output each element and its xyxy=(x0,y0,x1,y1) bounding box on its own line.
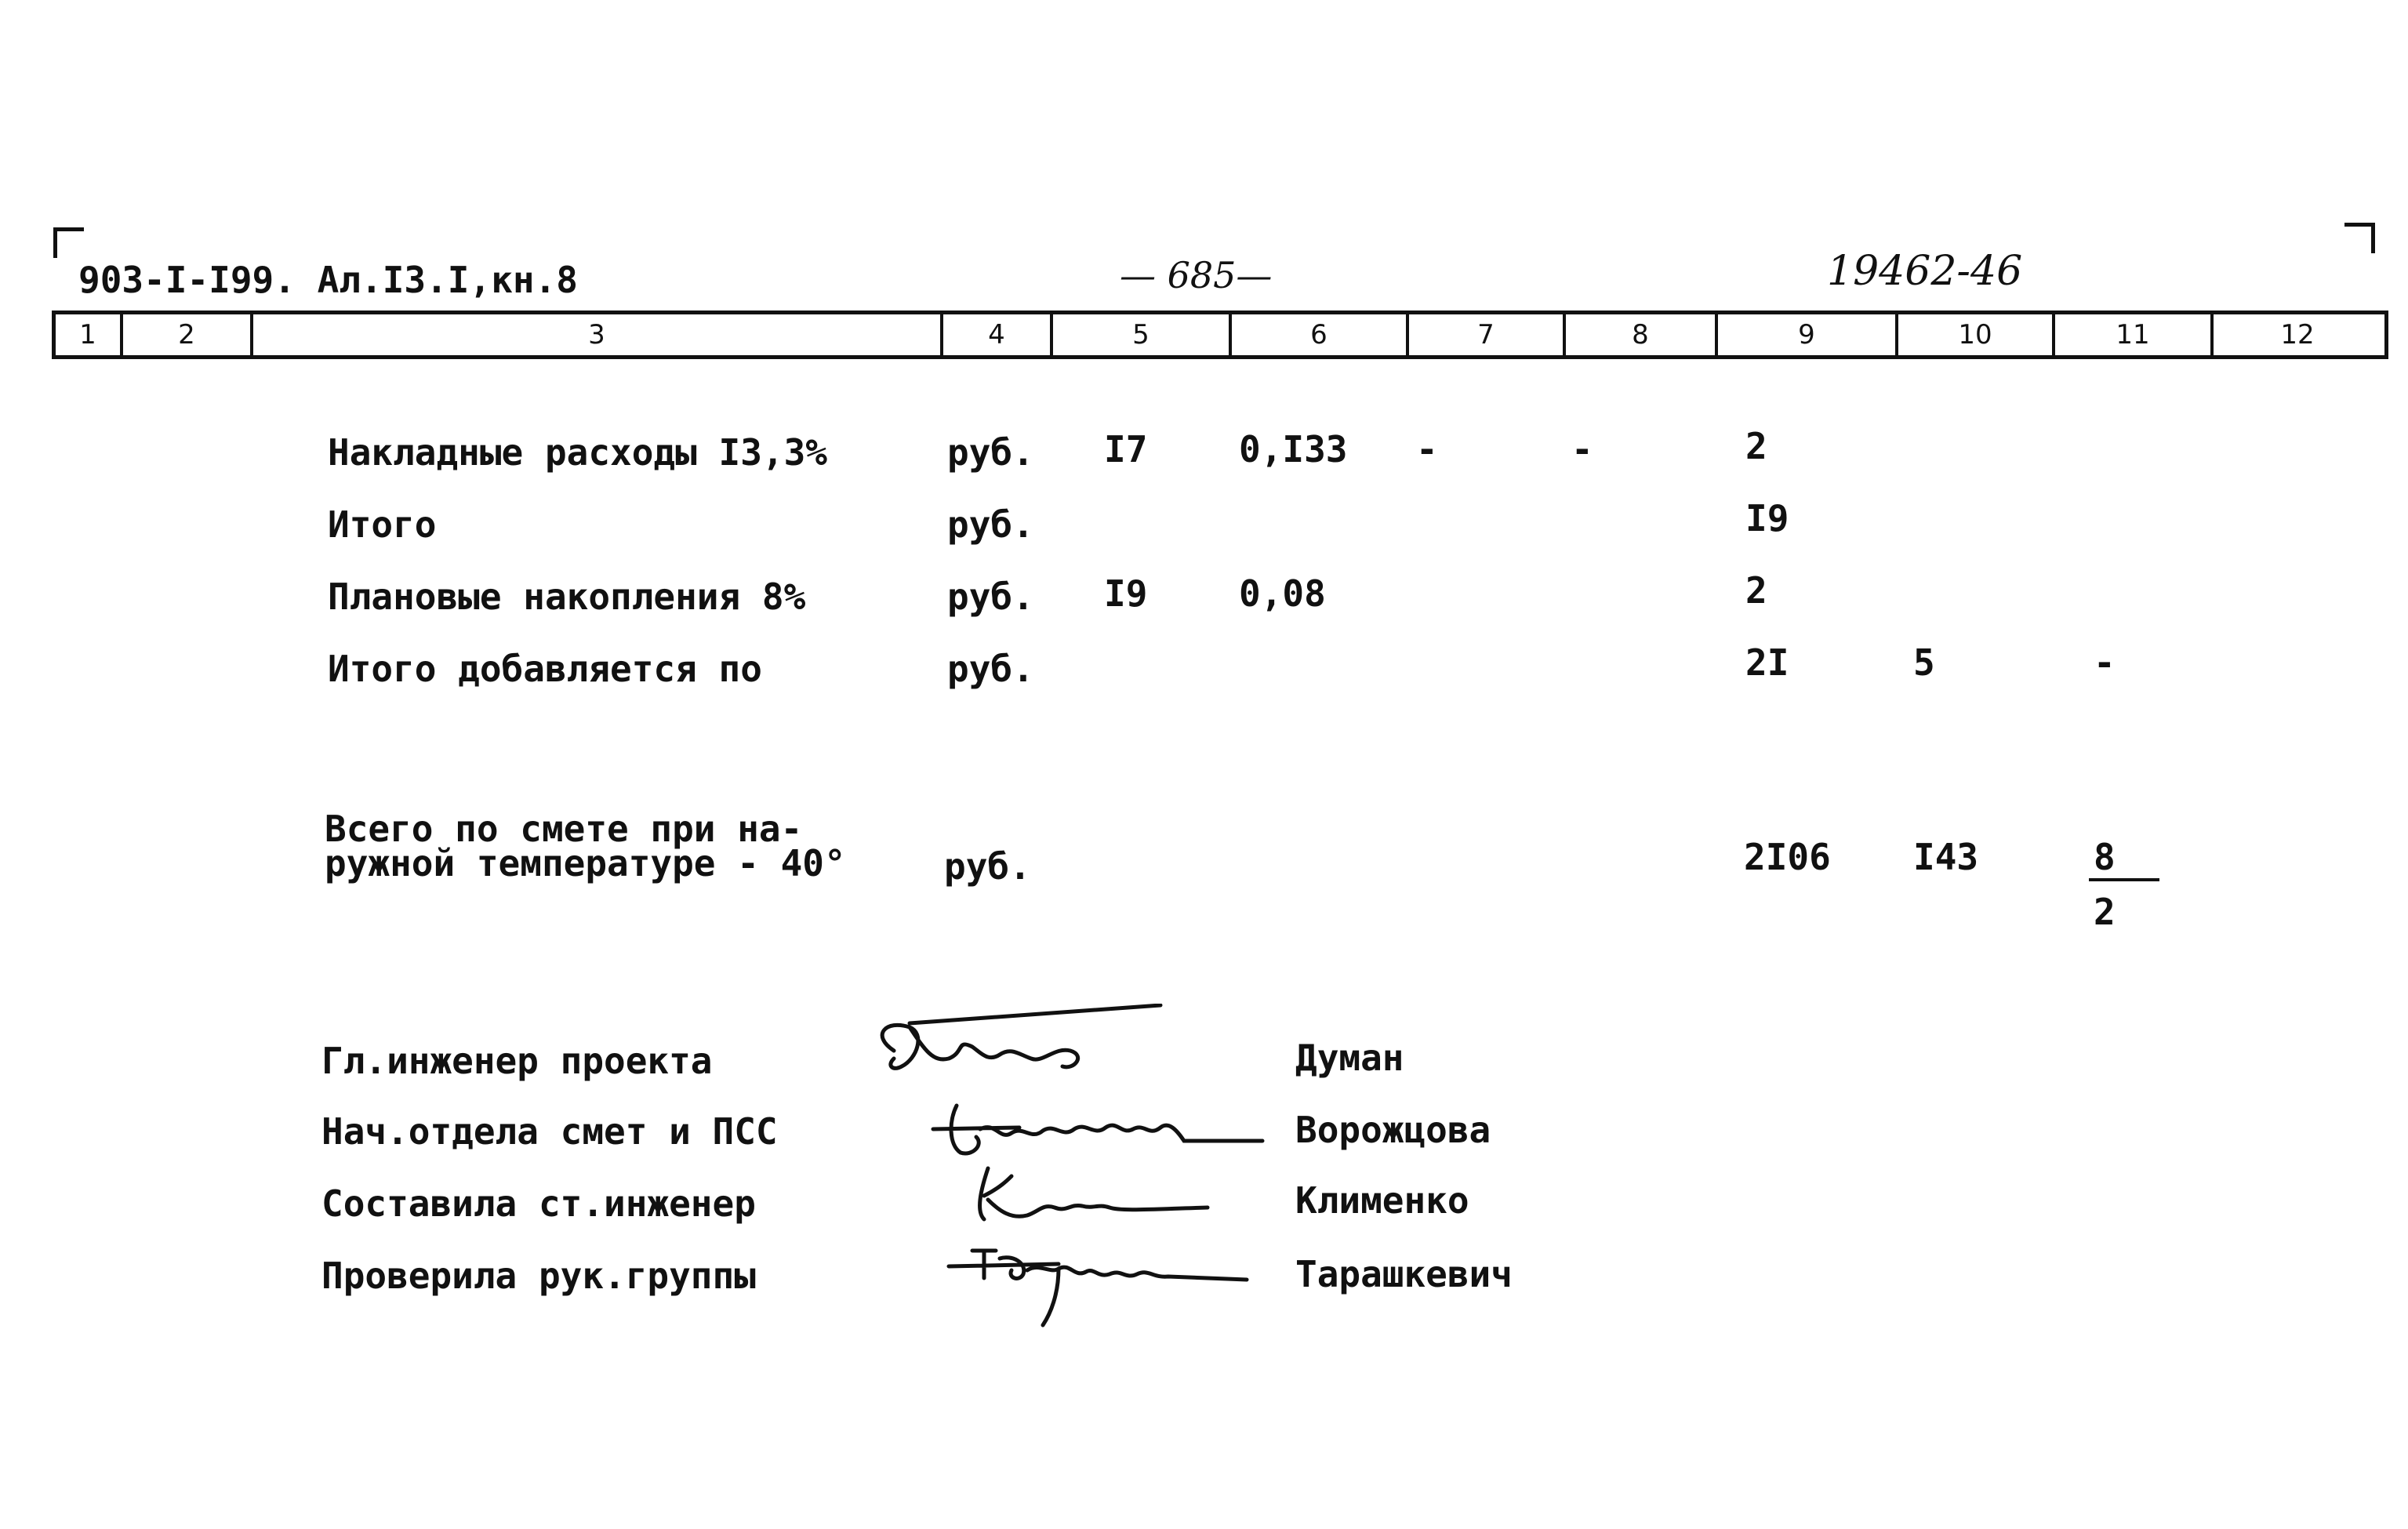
row-rate: 0,08 xyxy=(1239,572,1326,615)
document-code: 903-I-I99. Ал.I3.I,кн.8 xyxy=(78,259,578,301)
row-base: I9 xyxy=(1104,572,1148,615)
column-number: 8 xyxy=(1566,314,1718,355)
handwritten-signature-4 xyxy=(941,1231,1255,1333)
column-number: 11 xyxy=(2055,314,2214,355)
row-amount: 2 xyxy=(1745,569,1767,612)
row-amount: I9 xyxy=(1745,497,1789,539)
column-number: 3 xyxy=(253,314,943,355)
row-amount: 2 xyxy=(1745,425,1767,467)
signature-name: Ворожцова xyxy=(1295,1109,1491,1151)
signature-role: Составила ст.инженер xyxy=(321,1182,756,1225)
total-unit: руб. xyxy=(944,845,1031,888)
signature-role: Гл.инженер проекта xyxy=(321,1040,713,1082)
row-unit: руб. xyxy=(947,576,1034,618)
column-number: 9 xyxy=(1718,314,1898,355)
row-unit: руб. xyxy=(947,648,1034,690)
total-name-line2: ружной температуре - 40° xyxy=(325,842,846,884)
total-name-line1: Всего по смете при на- xyxy=(325,808,803,850)
handwritten-signature-3 xyxy=(964,1160,1223,1231)
row-rate: 0,I33 xyxy=(1239,428,1348,470)
row-col7: - xyxy=(1416,428,1438,470)
column-number-bar xyxy=(52,311,2388,359)
total-col11-denominator: 2 xyxy=(2094,891,2116,933)
column-number: 5 xyxy=(1053,314,1232,355)
page-number: — 685— xyxy=(1120,254,1273,296)
column-number: 12 xyxy=(2280,319,2315,350)
column-number: 7 xyxy=(1409,314,1566,355)
row-amount: 2I xyxy=(1745,641,1789,684)
row-name: Плановые накопления 8% xyxy=(328,576,806,618)
total-col10: I43 xyxy=(1913,836,1979,878)
signature-name: Клименко xyxy=(1295,1179,1469,1222)
row-col11: - xyxy=(2094,641,2116,684)
row-col8: - xyxy=(1571,428,1593,470)
column-number: 4 xyxy=(943,314,1053,355)
signature-role: Проверила рук.группы xyxy=(321,1255,756,1297)
archive-number: 19462-46 xyxy=(1827,248,2023,295)
signature-name: Думан xyxy=(1295,1037,1404,1079)
total-col11-numerator: 8 xyxy=(2094,836,2116,878)
corner-mark-right xyxy=(2344,223,2375,253)
row-col10: 5 xyxy=(1913,641,1935,684)
column-number: 1 xyxy=(56,314,123,355)
row-unit: руб. xyxy=(947,503,1034,546)
row-unit: руб. xyxy=(947,431,1034,474)
total-amount: 2I06 xyxy=(1744,836,1831,878)
signature-role: Нач.отдела смет и ПСС xyxy=(321,1110,778,1153)
row-name: Накладные расходы I3,3% xyxy=(328,431,827,474)
corner-mark-left xyxy=(53,227,84,258)
fraction-line xyxy=(2089,878,2159,881)
column-number: 2 xyxy=(123,314,253,355)
signature-name: Тарашкевич xyxy=(1295,1253,1513,1295)
column-number: 6 xyxy=(1232,314,1409,355)
row-name: Итого xyxy=(328,503,437,546)
row-base: I7 xyxy=(1104,428,1148,470)
row-name: Итого добавляется по xyxy=(328,648,762,690)
column-number: 10 xyxy=(1898,314,2055,355)
handwritten-signature-2 xyxy=(925,1082,1270,1168)
